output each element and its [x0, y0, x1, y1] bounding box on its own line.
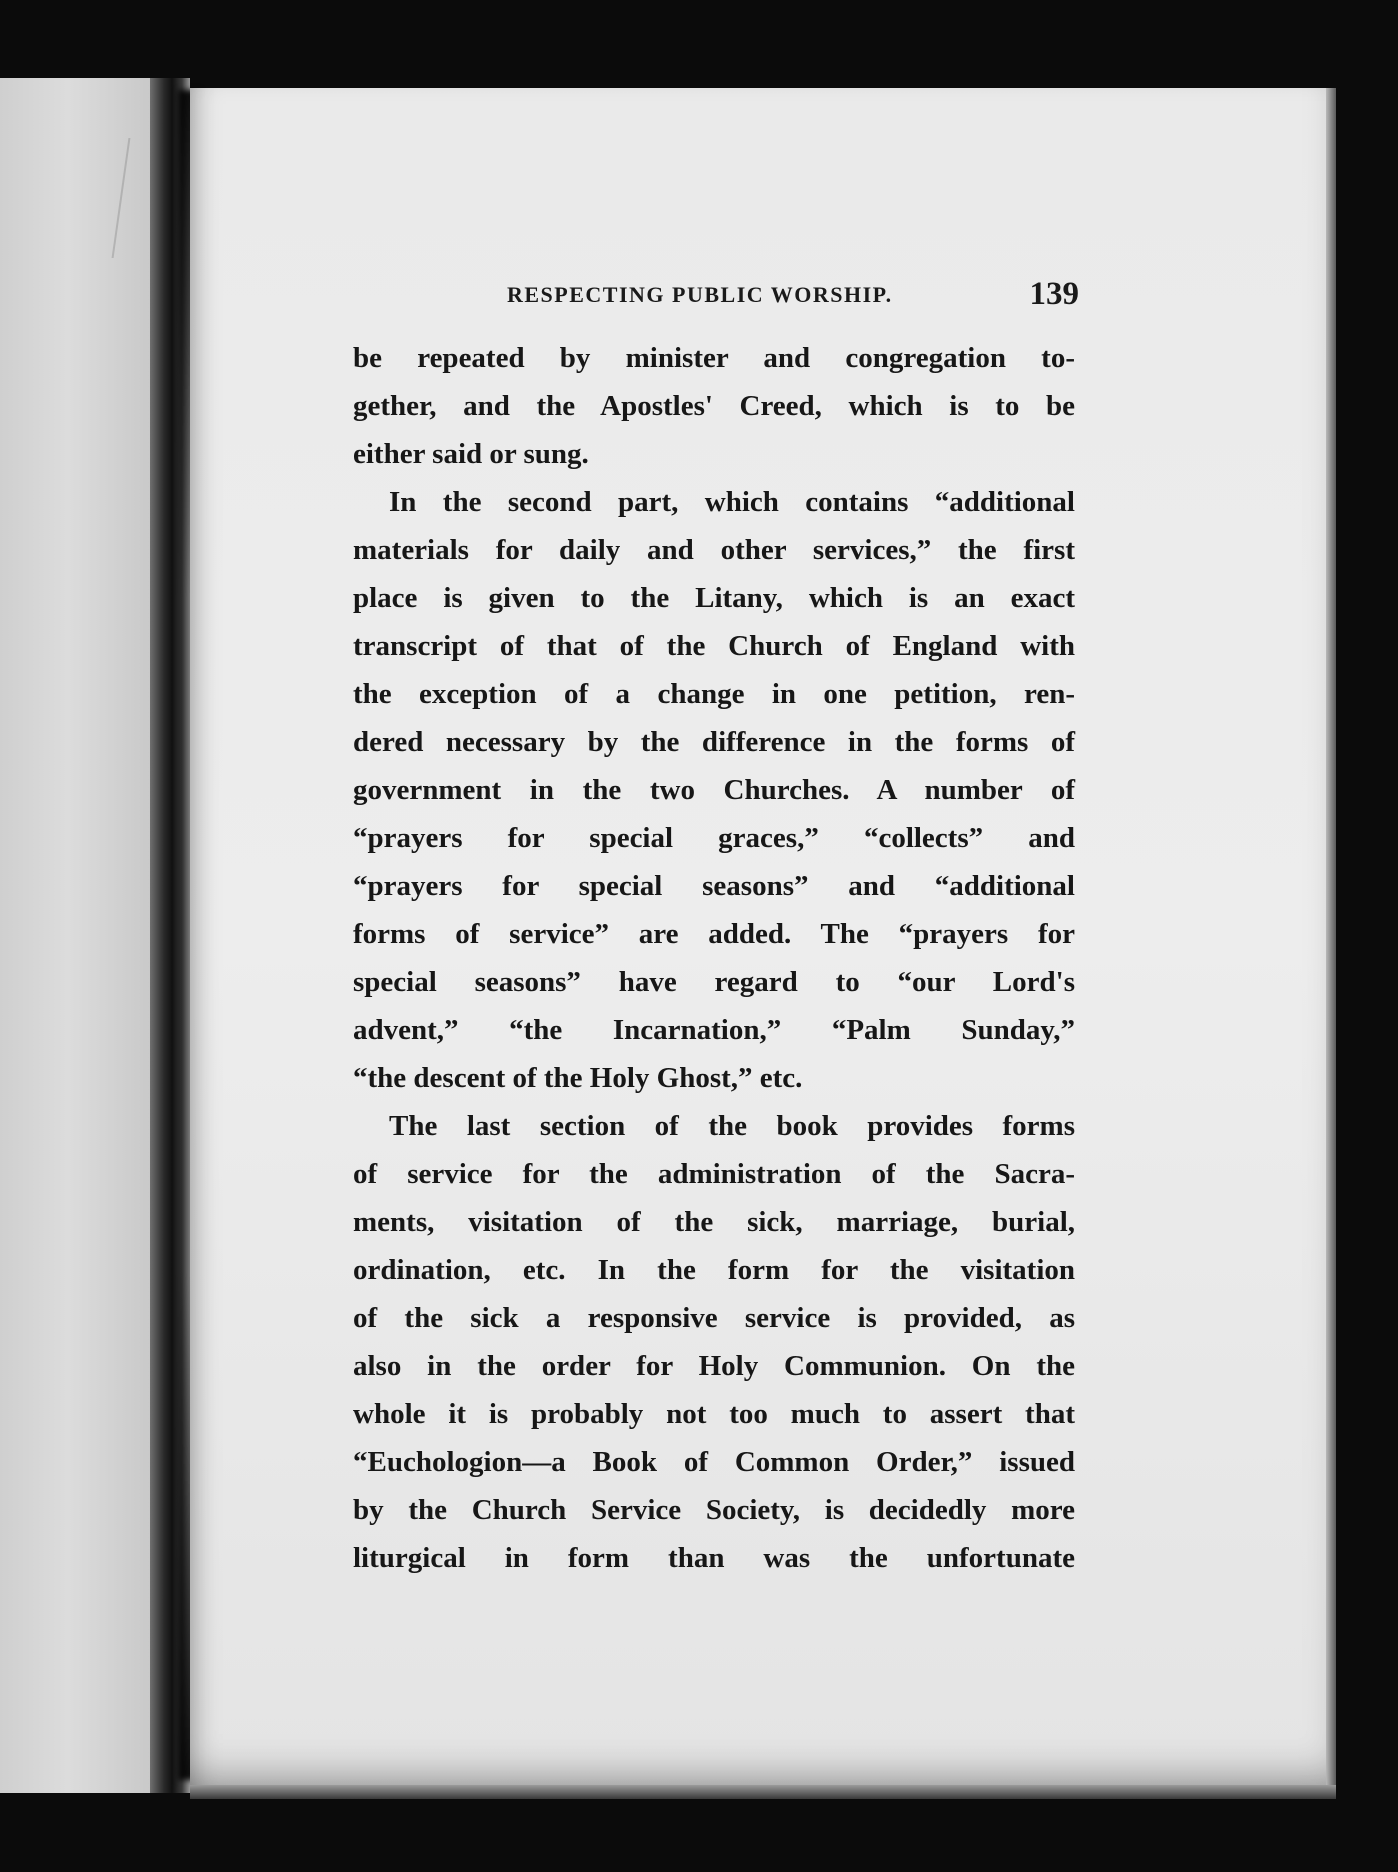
paragraph-start-line: The last section of the book provides forms	[389, 1110, 1075, 1142]
facing-page-edge	[0, 78, 150, 1793]
text-line: of service for the administration of the Sacra-	[353, 1158, 1075, 1190]
text-line: “prayers for special graces,” “collects” and	[353, 822, 1075, 854]
running-head-title: RESPECTING PUBLIC WORSHIP.	[507, 282, 893, 307]
text-line: materials for daily and other services,” the first	[353, 534, 1075, 566]
text-line: the exception of a change in one petition, ren-	[353, 678, 1075, 710]
text-line: special seasons” have regard to “our Lord's	[353, 966, 1075, 998]
page-right-edge	[1326, 88, 1336, 1798]
text-line: of the sick a responsive service is provided, as	[353, 1302, 1075, 1334]
text-line: be repeated by minister and congregation to-	[353, 342, 1075, 374]
body-text	[353, 334, 1075, 1582]
text-line: transcript of that of the Church of England with	[353, 630, 1075, 662]
bleed-through-marks	[52, 138, 131, 258]
text-line: advent,” “the Incarnation,” “Palm Sunday,”	[353, 1014, 1075, 1046]
text-line: forms of service” are added. The “prayers for	[353, 918, 1075, 950]
text-line: either said or sung.	[353, 438, 589, 470]
text-line: liturgical in form than was the unfortunate	[353, 1542, 1075, 1574]
text-line: “Euchologion—a Book of Common Order,” issued	[353, 1446, 1075, 1478]
page-number: 139	[1029, 276, 1079, 312]
text-line: dered necessary by the difference in the forms of	[353, 726, 1075, 758]
text-line: “prayers for special seasons” and “additional	[353, 870, 1075, 902]
page-bottom-edge	[190, 1785, 1336, 1799]
running-head	[507, 276, 1079, 316]
text-line: by the Church Service Society, is decidedly more	[353, 1494, 1075, 1526]
paragraph-start-line: In the second part, which contains “additional	[389, 486, 1075, 518]
text-line: ments, visitation of the sick, marriage, burial,	[353, 1206, 1075, 1238]
text-line: government in the two Churches. A number of	[353, 774, 1075, 806]
text-line: whole it is probably not too much to assert that	[353, 1398, 1075, 1430]
text-line: also in the order for Holy Communion. On the	[353, 1350, 1075, 1382]
text-line: place is given to the Litany, which is an exact	[353, 582, 1075, 614]
text-line: ordination, etc. In the form for the visitation	[353, 1254, 1075, 1286]
text-line: “the descent of the Holy Ghost,” etc.	[353, 1062, 803, 1094]
text-line: gether, and the Apostles' Creed, which is to be	[353, 390, 1075, 422]
